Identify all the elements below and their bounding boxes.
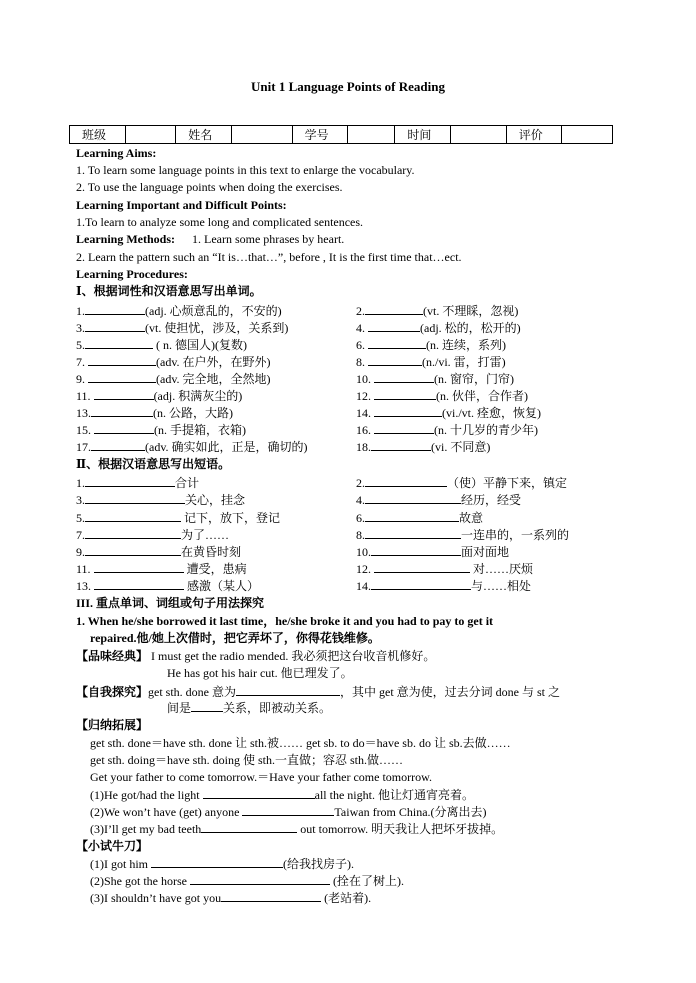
item-number: 6. bbox=[356, 511, 365, 525]
time-label: 时间 bbox=[395, 126, 451, 144]
answer-blank[interactable] bbox=[91, 405, 153, 417]
item-number: 3. bbox=[76, 493, 85, 507]
item-hint: (vt. 使担忧，涉及，关系到) bbox=[145, 321, 289, 335]
item-number: 13. bbox=[76, 579, 94, 593]
name-label: 姓名 bbox=[176, 126, 232, 144]
time-field[interactable] bbox=[451, 126, 507, 144]
answer-blank[interactable] bbox=[371, 578, 471, 590]
answer-blank[interactable] bbox=[94, 578, 184, 590]
answer-blank[interactable] bbox=[242, 804, 334, 816]
practice-item bbox=[90, 856, 354, 871]
answer-blank[interactable] bbox=[374, 422, 434, 434]
exercise-text: (2)We won’t have (get) anyone bbox=[90, 805, 243, 819]
exercise-text: (3)I’ll get my bad teeth bbox=[90, 822, 202, 836]
item-hint: 感激（某人） bbox=[184, 579, 260, 593]
ziwo-text: get sth. done 意为 bbox=[148, 685, 237, 699]
answer-blank[interactable] bbox=[374, 371, 434, 383]
item-hint: （使）平静下来，镇定 bbox=[447, 476, 568, 490]
item-hint: (adj. 心烦意乱的，不安的) bbox=[145, 304, 282, 318]
item-number: 15. bbox=[76, 423, 94, 437]
methods-row bbox=[76, 232, 344, 246]
answer-blank[interactable] bbox=[190, 873, 330, 885]
item-number: 1. bbox=[76, 304, 85, 318]
answer-blank[interactable] bbox=[85, 320, 145, 332]
answer-blank[interactable] bbox=[94, 388, 154, 400]
section3-heading: III. 重点单词、词组或句子用法探究 bbox=[76, 596, 265, 610]
answer-blank[interactable] bbox=[368, 354, 422, 366]
item-hint: (adj. 松的，松开的) bbox=[420, 321, 521, 335]
guina-exercise bbox=[90, 804, 487, 819]
item-number: 3. bbox=[76, 321, 85, 335]
ziwo-row2 bbox=[167, 700, 331, 715]
answer-blank[interactable] bbox=[85, 510, 181, 522]
item-hint: 故意 bbox=[459, 511, 484, 525]
ziwo-row bbox=[76, 684, 560, 699]
item-hint: (n./vi. 雷，打雷) bbox=[422, 355, 506, 369]
methods-heading: Learning Methods: bbox=[76, 232, 175, 246]
answer-blank[interactable] bbox=[85, 475, 175, 487]
item-number: 8. bbox=[356, 355, 368, 369]
aim-item: 1. To learn some language points in this text to enlarge the vocabulary. bbox=[76, 163, 415, 177]
xiaoshi-label: 【小试牛刀】 bbox=[76, 839, 149, 853]
example-sentence: I must get the radio mended. 我必须把这台收音机修好。 bbox=[148, 649, 436, 663]
item-number: 7. bbox=[76, 528, 85, 542]
item-hint: 为了…… bbox=[181, 528, 230, 542]
exercise-text: out tomorrow. 明天我让人把坏牙拔掉。 bbox=[297, 822, 504, 836]
item-hint: 合计 bbox=[175, 476, 200, 490]
ziwo-text: 关系，即被动关系。 bbox=[223, 701, 332, 715]
item-number: 1. bbox=[76, 476, 85, 490]
aim-item: 2. To use the language points when doing the exercises. bbox=[76, 180, 343, 194]
item-number: 17. bbox=[76, 440, 91, 454]
answer-blank[interactable] bbox=[365, 527, 461, 539]
item-number: 7. bbox=[76, 355, 88, 369]
item-number: 16. bbox=[356, 423, 374, 437]
student-id-field[interactable] bbox=[348, 126, 395, 144]
practice-item bbox=[90, 873, 404, 888]
item-hint: 记下，放下，登记 bbox=[181, 511, 281, 525]
exercise-text: (1)He got/had the light bbox=[90, 788, 203, 802]
answer-blank[interactable] bbox=[151, 856, 283, 868]
answer-blank[interactable] bbox=[365, 303, 423, 315]
item-number: 2. bbox=[356, 304, 365, 318]
item-number: 8. bbox=[356, 528, 365, 542]
answer-blank[interactable] bbox=[91, 439, 145, 451]
name-field[interactable] bbox=[231, 126, 292, 144]
answer-blank[interactable] bbox=[85, 544, 181, 556]
method-item: 1. Learn some phrases by heart. bbox=[192, 232, 345, 246]
item-hint: (vi./vt. 痊愈，恢复) bbox=[442, 406, 541, 420]
item-hint: (adv. 在户外，在野外) bbox=[156, 355, 271, 369]
exercise-text: all the night. 他让灯通宵亮着。 bbox=[314, 788, 474, 802]
item-number: 18. bbox=[356, 440, 371, 454]
ziwo-text: ，其中 get 意为使，过去分词 done 与 st 之 bbox=[340, 685, 561, 699]
answer-blank[interactable] bbox=[374, 388, 436, 400]
answer-blank[interactable] bbox=[236, 684, 340, 696]
answer-blank[interactable] bbox=[365, 510, 459, 522]
item-number: 6. bbox=[356, 338, 368, 352]
answer-blank[interactable] bbox=[88, 354, 156, 366]
pinwei-label: 【品味经典】 bbox=[76, 649, 149, 663]
exercise-text: (给我找房子). bbox=[283, 857, 354, 871]
evaluation-label: 评价 bbox=[506, 126, 562, 144]
answer-blank[interactable] bbox=[371, 439, 431, 451]
item-number: 2. bbox=[356, 476, 365, 490]
item-number: 13. bbox=[76, 406, 91, 420]
answer-blank[interactable] bbox=[85, 492, 185, 504]
student-info-table bbox=[69, 125, 613, 144]
ziwo-text: 间是 bbox=[167, 701, 192, 715]
evaluation-field[interactable] bbox=[562, 126, 613, 144]
item-hint: 遭受，患病 bbox=[183, 562, 247, 576]
pinwei-row bbox=[76, 649, 435, 663]
answer-blank[interactable] bbox=[85, 527, 181, 539]
answer-blank[interactable] bbox=[368, 320, 420, 332]
student-id-label: 学号 bbox=[292, 126, 348, 144]
exercise-text: (3)I shouldn’t have got you bbox=[90, 891, 222, 905]
item-hint: (n. 公路，大路) bbox=[153, 406, 233, 420]
points-heading: Learning Important and Difficult Points: bbox=[76, 198, 287, 212]
item-hint: 关心，挂念 bbox=[185, 493, 246, 507]
guina-exercise bbox=[90, 787, 474, 802]
item-hint: (adj. 积满灰尘的) bbox=[153, 389, 243, 403]
answer-blank[interactable] bbox=[368, 337, 426, 349]
guina-text: get sth. done＝have sth. done 让 sth.被…… get sb. to do＝have sb. do 让 sb.去做…… bbox=[90, 736, 511, 750]
exercise-text: (2)She got the horse bbox=[90, 874, 190, 888]
guina-label: 【归纳拓展】 bbox=[76, 718, 149, 732]
class-field[interactable] bbox=[125, 126, 176, 144]
item-hint: (n. 手提箱，衣箱) bbox=[154, 423, 246, 437]
exercise-text: (拴在了树上). bbox=[329, 874, 404, 888]
class-label: 班级 bbox=[70, 126, 126, 144]
item-hint: 经历，经受 bbox=[461, 493, 522, 507]
answer-blank[interactable] bbox=[374, 405, 442, 417]
answer-blank[interactable] bbox=[365, 475, 447, 487]
ziwo-label: 【自我探究】 bbox=[76, 685, 149, 699]
guina-exercise bbox=[90, 821, 503, 836]
item-number: 4. bbox=[356, 321, 368, 335]
item-number: 14. bbox=[356, 579, 371, 593]
item-number: 14. bbox=[356, 406, 374, 420]
answer-blank[interactable] bbox=[85, 337, 153, 349]
item-hint: (adv. 完全地，全然地) bbox=[156, 372, 271, 386]
answer-blank[interactable] bbox=[371, 544, 461, 556]
item-hint: (adv. 确实如此，正是，确切的) bbox=[145, 440, 308, 454]
guina-text: get sth. doing＝have sth. doing 使 sth.一直做；容忍 sth.做…… bbox=[90, 753, 403, 767]
item-number: 9. bbox=[76, 372, 88, 386]
item-hint: 在黄昏时刻 bbox=[181, 545, 242, 559]
question1-line2: repaired.他/她上次借时，把它弄坏了，你得花钱维修。 bbox=[90, 631, 380, 645]
section2-heading: Ⅱ、根据汉语意思写出短语。 bbox=[76, 457, 231, 471]
item-number: 4. bbox=[356, 493, 365, 507]
item-number: 11. bbox=[76, 389, 94, 403]
item-hint: (n. 窗帘，门帘) bbox=[434, 372, 514, 386]
item-hint: (vi. 不同意) bbox=[431, 440, 491, 454]
answer-blank[interactable] bbox=[221, 890, 321, 902]
answer-blank[interactable] bbox=[88, 371, 156, 383]
item-number: 10. bbox=[356, 372, 374, 386]
item-number: 12. bbox=[356, 389, 374, 403]
item-hint: (n. 连续，系列) bbox=[426, 338, 506, 352]
answer-blank[interactable] bbox=[201, 821, 297, 833]
answer-blank[interactable] bbox=[191, 700, 223, 712]
answer-blank[interactable] bbox=[203, 787, 315, 799]
exercise-text: (1)I got him bbox=[90, 857, 151, 871]
method-item: 2. Learn the pattern such an “It is…that…”, before , It is the first time that…ect. bbox=[76, 250, 462, 264]
item-number: 11. bbox=[76, 562, 94, 576]
procedures-heading: Learning Procedures: bbox=[76, 267, 188, 281]
item-number: 5. bbox=[76, 338, 85, 352]
guina-text: Get your father to come tomorrow.＝Have your father come tomorrow. bbox=[90, 770, 432, 784]
exercise-text: (老站着). bbox=[321, 891, 372, 905]
answer-blank[interactable] bbox=[365, 492, 461, 504]
item-hint: 一连串的，一系列的 bbox=[461, 528, 570, 542]
item-number: 9. bbox=[76, 545, 85, 559]
item-hint: 与……相处 bbox=[471, 579, 532, 593]
question1-line1: 1. When he/she borrowed it last time，he/she broke it and you had to pay to get it bbox=[76, 614, 494, 628]
point-item: 1.To learn to analyze some long and complicated sentences. bbox=[76, 215, 364, 229]
item-hint: 对……厌烦 bbox=[470, 562, 534, 576]
item-number: 10. bbox=[356, 545, 371, 559]
item-hint: ( n. 德国人)(复数) bbox=[153, 338, 247, 352]
item-number: 12. bbox=[356, 562, 374, 576]
aims-heading: Learning Aims: bbox=[76, 146, 157, 160]
item-number: 5. bbox=[76, 511, 85, 525]
page-title: Unit 1 Language Points of Reading bbox=[251, 79, 445, 94]
section1-heading: Ⅰ、根据词性和汉语意思写出单词。 bbox=[76, 284, 262, 298]
answer-blank[interactable] bbox=[374, 561, 470, 573]
practice-item bbox=[90, 890, 371, 905]
example-sentence: He has got his hair cut. 他已理发了。 bbox=[167, 666, 353, 680]
item-hint: (n. 伙伴，合作者) bbox=[436, 389, 528, 403]
item-hint: (vt. 不理睬，忽视) bbox=[423, 304, 519, 318]
exercise-text: Taiwan from China.(分离出去) bbox=[334, 805, 487, 819]
answer-blank[interactable] bbox=[94, 422, 154, 434]
item-hint: (n. 十几岁的青少年) bbox=[434, 423, 538, 437]
answer-blank[interactable] bbox=[85, 303, 145, 315]
item-hint: 面对面地 bbox=[461, 545, 510, 559]
answer-blank[interactable] bbox=[94, 561, 184, 573]
